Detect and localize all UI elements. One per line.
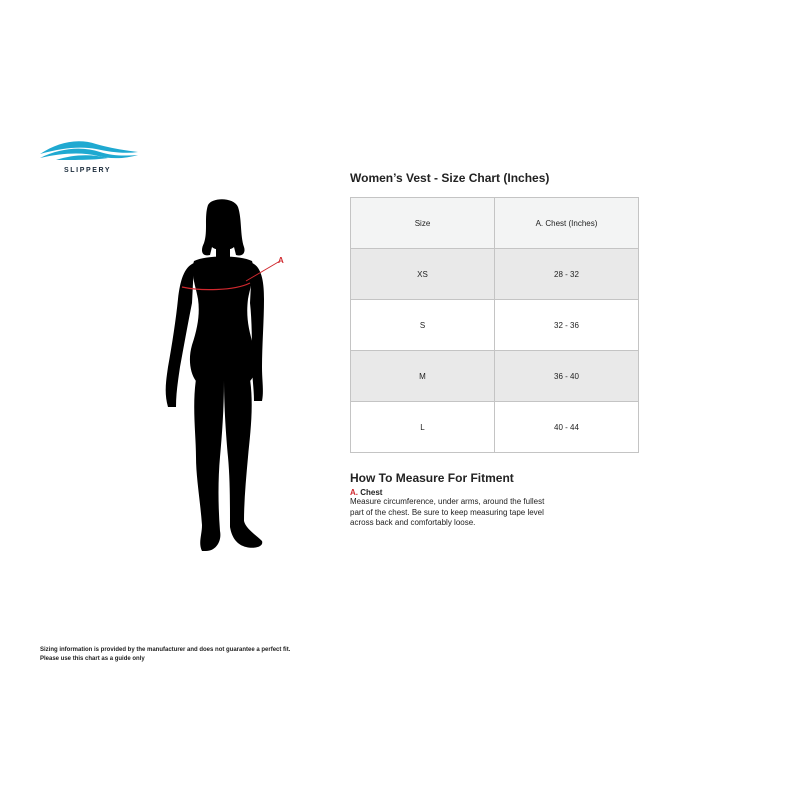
- size-cell: M: [351, 351, 495, 402]
- female-silhouette: [150, 195, 300, 560]
- brand-name: SLIPPERY: [64, 167, 112, 174]
- size-cell: S: [351, 300, 495, 351]
- chest-cell: 32 - 36: [495, 300, 639, 351]
- table-row: [351, 402, 639, 453]
- table-row: [351, 249, 639, 300]
- chart-title: Women’s Vest - Size Chart (Inches): [350, 171, 550, 185]
- measure-item-text: Measure circumference, under arms, around the fullest part of the chest. Be sure to keep measuring tape level across back and comfortably loose.: [350, 497, 545, 527]
- table-row: [351, 351, 639, 402]
- size-cell: XS: [351, 249, 495, 300]
- disclaimer-line-1: Sizing information is provided by the manufacturer and does not guarantee a perfect fit.: [40, 647, 291, 653]
- measure-item-letter: A.: [350, 488, 358, 497]
- table-header-row: [351, 198, 639, 249]
- disclaimer-line-2: Please use this chart as a guide only: [40, 655, 145, 662]
- column-header-chest: A. Chest (Inches): [495, 198, 639, 249]
- table-row: [351, 300, 639, 351]
- chest-cell: 36 - 40: [495, 351, 639, 402]
- size-cell: L: [351, 402, 495, 453]
- size-table: [350, 197, 639, 453]
- chest-cell: 40 - 44: [495, 402, 639, 453]
- chest-marker-label: A: [278, 256, 284, 265]
- brand-logo: [38, 136, 142, 180]
- disclaimer: [40, 646, 290, 663]
- column-header-size: Size: [351, 198, 495, 249]
- measure-title: How To Measure For Fitment: [350, 471, 514, 485]
- measure-item-label: Chest: [360, 488, 383, 497]
- measure-item-heading: [350, 488, 382, 497]
- wave-icon: [38, 136, 142, 166]
- chest-cell: 28 - 32: [495, 249, 639, 300]
